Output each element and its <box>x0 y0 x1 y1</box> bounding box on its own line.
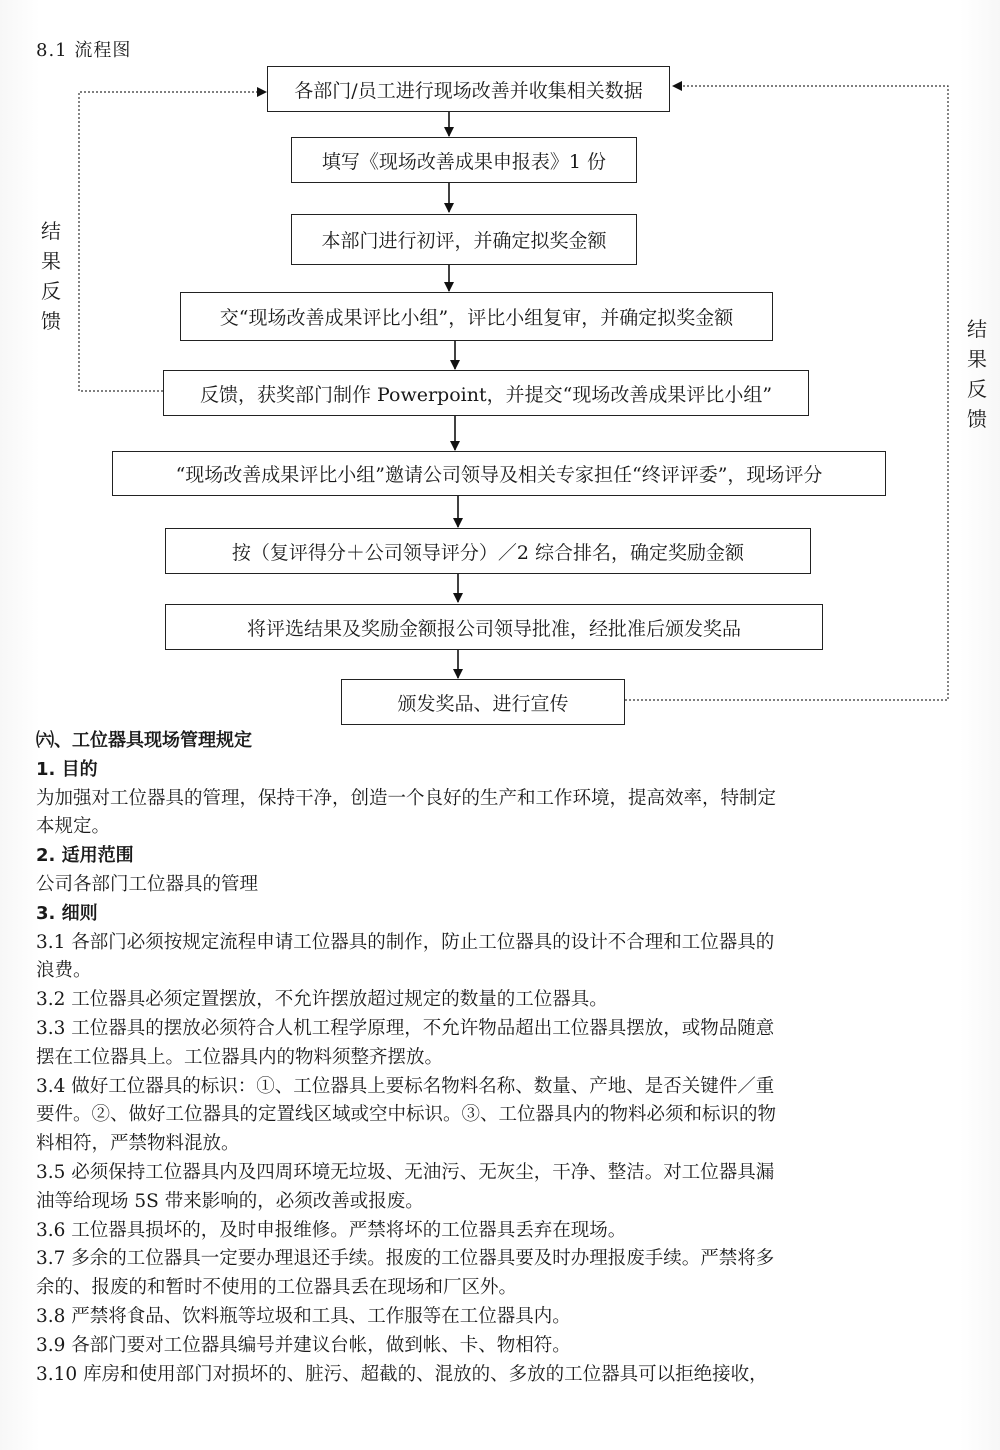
detail-3-9-line: 3.9 各部门要对工位器具编号并建议台帐，做到帐、卡、物相符。 <box>36 1334 571 1356</box>
section-title: 8.1 流程图 <box>36 40 132 61</box>
scope-title: 2. 适用范围 <box>36 845 134 867</box>
left-feedback-label <box>39 216 63 336</box>
right-label-char: 结 <box>967 317 987 341</box>
left-label-char: 反 <box>41 279 61 303</box>
right-label-char: 馈 <box>967 407 987 431</box>
flow-step-7: 按（复评得分＋公司领导评分）／2 综合排名，确定奖励金额 <box>165 528 811 574</box>
detail-3-8-line: 3.8 严禁将食品、饮料瓶等垃圾和工具、工作服等在工位器具内。 <box>36 1305 571 1327</box>
detail-3-6-line: 3.6 工位器具损坏的，及时申报维修。严禁将坏的工位器具丢弃在现场。 <box>36 1219 627 1241</box>
left-feedback-loop <box>79 92 262 391</box>
flow-step-5: 反馈，获奖部门制作 Powerpoint，并提交“现场改善成果评比小组” <box>163 370 809 416</box>
flow-step-2: 填写《现场改善成果申报表》1 份 <box>291 137 637 183</box>
details-title: 3. 细则 <box>36 902 98 924</box>
detail-3-1-line: 3.1 各部门必须按规定流程申请工位器具的制作，防止工位器具的设计不合理和工位器具的 <box>36 931 775 953</box>
detail-3-4-line: 料相符，严禁物料混放。 <box>36 1133 240 1155</box>
flow-step-4: 交“现场改善成果评比小组”，评比小组复审，并确定拟奖金额 <box>180 292 773 341</box>
detail-3-3-line: 摆在工位器具上。工位器具内的物料须整齐摆放。 <box>36 1046 444 1068</box>
scope-text: 公司各部门工位器具的管理 <box>36 873 259 895</box>
purpose-line: 为加强对工位器具的管理，保持干净，创造一个良好的生产和工作环境，提高效率，特制定 <box>36 787 777 809</box>
detail-3-4-line: 3.4 做好工位器具的标识：①、工位器具上要标名物料名称、数量、产地、是否关键件／重 <box>36 1075 775 1097</box>
detail-3-2-line: 3.2 工位器具必须定置摆放，不允许摆放超过规定的数量的工位器具。 <box>36 989 608 1011</box>
detail-3-4-line: 要件。②、做好工位器具的定置线区域或空中标识。③、工位器具内的物料必须和标识的物 <box>36 1104 777 1126</box>
document-body <box>36 727 856 1389</box>
detail-3-7-line: 3.7 多余的工位器具一定要办理退还手续。报废的工位器具要及时办理报废手续。严禁将多 <box>36 1248 775 1270</box>
detail-3-10-line: 3.10 库房和使用部门对损坏的、脏污、超截的、混放的、多放的工位器具可以拒绝接收， <box>36 1363 768 1385</box>
left-label-char: 结 <box>41 219 61 243</box>
detail-3-7-line: 余的、报废的和暂时不使用的工位器具丢在现场和厂区外。 <box>36 1277 518 1299</box>
right-label-char: 反 <box>967 377 987 401</box>
flow-step-6: “现场改善成果评比小组”邀请公司领导及相关专家担任“终评评委”，现场评分 <box>112 451 886 496</box>
doc-heading: ㈥、工位器具现场管理规定 <box>36 730 252 751</box>
right-label-char: 果 <box>967 347 987 371</box>
flow-step-8: 将评选结果及奖励金额报公司领导批准，经批准后颁发奖品 <box>165 604 823 650</box>
left-label-char: 馈 <box>41 309 61 333</box>
detail-3-1-line: 浪费。 <box>36 960 92 982</box>
detail-3-5-line: 油等给现场 5S 带来影响的，必须改善或报废。 <box>36 1190 424 1212</box>
detail-3-5-line: 3.5 必须保持工位器具内及四周环境无垃圾、无油污、无灰尘，干净、整洁。对工位器具漏 <box>36 1161 775 1183</box>
flow-step-1: 各部门/员工进行现场改善并收集相关数据 <box>267 66 670 112</box>
purpose-line: 本规定。 <box>36 816 111 838</box>
flow-step-9: 颁发奖品、进行宣传 <box>341 679 625 725</box>
detail-3-3-line: 3.3 工位器具的摆放必须符合人机工程学原理，不允许物品超出工位器具摆放，或物品随意 <box>36 1017 775 1039</box>
left-label-char: 果 <box>41 249 61 273</box>
flow-step-3: 本部门进行初评，并确定拟奖金额 <box>291 214 637 265</box>
right-feedback-label <box>965 314 989 434</box>
purpose-title: 1. 目的 <box>36 758 98 780</box>
